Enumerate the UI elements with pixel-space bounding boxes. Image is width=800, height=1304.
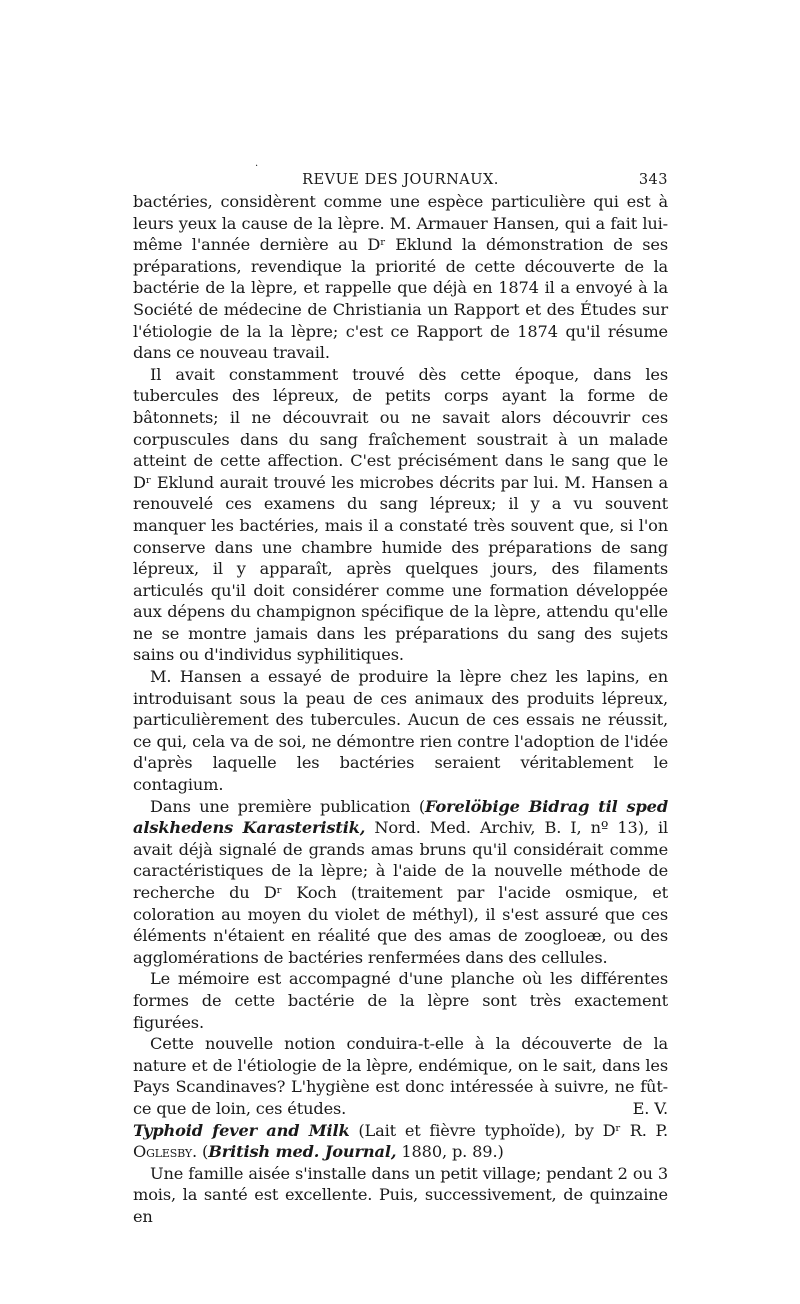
paragraph-4 — [133, 796, 668, 969]
reference-title: Typhoid fever and Milk — [133, 1120, 350, 1140]
paragraph-4-part-b: Nord. Med. Archiv, B. I, nº 13), il avait déjà signalé de grands amas bruns qu'il considérait comme caractéristiques de la lèpre; à l'aide de la nouvelle méthode de recherche du Dʳ Koch (traitement par l'acide osmique, et coloration au moyen du violet de méthyl), il s'est assuré que ces éléments n'étaient en réalité que des amas de zoogloeæ, ou des agglomérations de bactéries renfermées dans des cellules. — [133, 818, 668, 967]
article-body — [133, 191, 668, 1228]
cited-title: Forelöbige Bidrag til sped alskhedens Karasteristik, — [133, 796, 668, 838]
page — [133, 158, 668, 1228]
reference-part-a: (Lait et fièvre typhoïde), by Dʳ R. P. — [349, 1120, 668, 1140]
signature: E. V. — [632, 1098, 668, 1118]
page-number: 343 — [638, 172, 668, 188]
paragraph-3: M. Hansen a essayé de produire la lèpre chez les lapins, en introduisant sous la peau de ces animaux des produits lépreux, particulièrement des tubercules. Aucun de ces essais ne réussit, ce qui, cela va de soi, ne démontre rien contre l'adoption de l'idée d'après laquelle les bactéries seraient véritablement le contagium. — [133, 667, 668, 795]
reference-journal: British med. Journal, — [208, 1142, 397, 1162]
paragraph-6 — [133, 1033, 668, 1119]
paragraph-6-text: Cette nouvelle notion conduira-t-elle à la découverte de la nature et de l'étiologie de la lèpre, endémique, on le sait, dans les Pays Scandinaves? L'hygiène est donc intéressée à suivre, ne fût-ce que de loin, ces études. — [133, 1034, 668, 1118]
paragraph-2: Il avait constamment trouvé dès cette époque, dans les tubercules des lépreux, de petits corps ayant la forme de bâtonnets; il ne découvrait ou ne savait alors découvrir ces corpuscules dans du sang fraîchement soustrait à un malade atteint de cette affection. C'est précisément dans le sang que le Dʳ Eklund aurait trouvé les microbes décrits par lui. M. Hansen a renouvelé ces examens du sang lépreux; il y a vu souvent manquer les bactéries, mais il a constaté très souvent que, si l'on conserve dans une chambre humide des préparations de sang lépreux, il y apparaît, après quelques jours, des filaments articulés qu'il doit considérer comme une formation développée aux dépens du champignon spécifique de la lèpre, attendu qu'elle ne se montre jamais dans les préparations du sang des sujets sains ou d'individus syphilitiques. — [133, 364, 668, 665]
reference-author: Oglesby — [133, 1142, 193, 1162]
paragraph-5: Le mémoire est accompagné d'une planche où les différentes formes de cette bactérie de la lèpre sont très exactement figurées. — [133, 969, 668, 1032]
header-dot: . — [255, 158, 259, 169]
reference-part-c: 1880, p. 89.) — [396, 1142, 504, 1162]
reference-part-b: . ( — [192, 1142, 209, 1162]
reference-heading — [133, 1120, 668, 1163]
paragraph-1: bactéries, considèrent comme une espèce particulière qui est à leurs yeux la cause de la lèpre. M. Armauer Hansen, qui a fait lui-même l'année dernière au Dʳ Eklund la démonstration de ses préparations, revendique la priorité de cette découverte de la bactérie de la lèpre, et rappelle que déjà en 1874 il a envoyé à la Société de médecine de Christiania un Rapport et des Études sur l'étiologie de la la lèpre; c'est ce Rapport de 1874 qu'il résume dans ce nouveau travail. — [133, 192, 668, 363]
running-title: REVUE DES JOURNAUX. — [302, 172, 499, 188]
page-header — [133, 158, 668, 188]
paragraph-4-part-a: Dans une première publication ( — [150, 796, 426, 816]
paragraph-7: Une famille aisée s'installe dans un petit village; pendant 2 ou 3 mois, la santé est excellente. Puis, successivement, de quinzaine en — [133, 1163, 668, 1226]
